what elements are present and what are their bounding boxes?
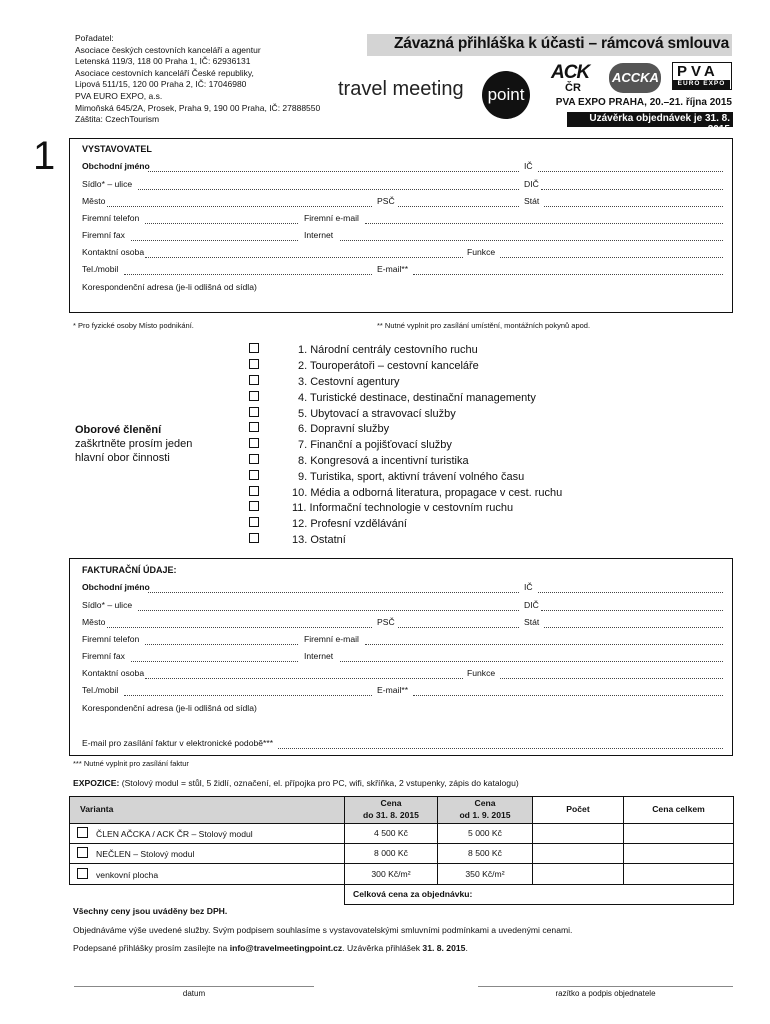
date-signature-line[interactable] [74,986,314,987]
billing-state-field[interactable] [544,627,723,628]
exhibitor-heading: VYSTAVOVATEL [82,144,152,154]
billing-ic-field[interactable] [538,592,723,593]
order-total-label: Celková cena za objednávku: [353,889,473,899]
billing-city-label: Město [82,617,106,627]
total-cell[interactable] [623,843,734,864]
billing-ic-label: IČ [524,582,533,592]
price-after: 5 000 Kč [468,828,502,838]
exhibitor-psc-label: PSČ [377,196,395,206]
classification-item: 6. Dopravní služby [298,423,390,435]
billing-function-field[interactable] [500,678,723,679]
organizer-line: Mimoňská 645/2A, Prosek, Praha 9, 190 00 Praha, IČ: 27888550 [75,102,321,113]
billing-section [69,558,733,756]
classification-checkbox[interactable] [249,359,259,369]
price-after: 8 500 Kč [468,848,502,858]
page-title: Závazná přihláška k účasti – rámcová smlouva [394,35,729,52]
exhibitor-seat-label: Sídlo* – ulice [82,179,133,189]
billing-fax-field[interactable] [131,661,298,662]
billing-dic-label: DIČ [524,600,539,610]
note-email-required: ** Nutné vyplnit pro zasílání umístění, montážních pokynů apod. [377,321,591,330]
billing-phone-field[interactable] [145,644,298,645]
classification-checkbox[interactable] [249,343,259,353]
billing-dic-field[interactable] [541,610,723,611]
date-label: datum [182,989,206,998]
billing-fax-label: Firemní fax [82,651,125,661]
classification-checkbox[interactable] [249,407,259,417]
exhibitor-ic-field[interactable] [538,171,723,172]
billing-mobile-label: Tel./mobil [82,685,119,695]
billing-email-field[interactable] [365,644,723,645]
total-cell[interactable] [623,823,734,844]
vat-note: Všechny ceny jsou uváděny bez DPH. [73,906,228,916]
billing-heading: FAKTURAČNÍ ÚDAJE: [82,565,177,575]
classification-checkbox[interactable] [249,454,259,464]
event-info: PVA EXPO PRAHA, 20.–21. října 2015 [555,97,732,108]
organizer-line: Asociace cestovních kanceláří České republiky, [75,67,254,78]
billing-state-label: Stát [524,617,540,627]
price-after: 350 Kč/m² [465,869,505,879]
travel-meeting-point-logo [338,78,464,101]
exhibitor-state-label: Stát [524,196,540,206]
accka-logo: ACCKA [609,63,661,93]
deadline-text: Uzávěrka objednávek je 31. 8. 2015 [589,113,730,135]
exhibitor-email2-field[interactable] [413,274,723,275]
classification-item: 11. Informační technologie v cestovním ruchu [292,502,514,514]
billing-email2-label: E-mail** [377,685,409,695]
classification-item: 7. Finanční a pojišťovací služby [298,439,452,451]
organizer-line: Asociace českých cestovních kanceláří a agentur [75,44,261,55]
classification-item: 9. Turistika, sport, aktivní trávení volného času [298,471,525,483]
section-number: 1 [33,134,56,178]
classification-checkbox[interactable] [249,438,259,448]
price-before: 300 Kč/m² [371,869,411,879]
logo-text: travel meeting [338,78,464,100]
classification-item: 4. Turistické destinace, destinační managementy [298,392,536,404]
billing-internet-label: Internet [304,651,334,661]
exposition-description: EXPOZICE: (Stolový modul = stůl, 5 židlí, označení, el. přípojka pro PC, wifi, skříňka, 2 vstupenky, zápis do katalogu) [73,778,519,788]
billing-contact-field[interactable] [145,678,463,679]
exhibitor-city-field[interactable] [107,206,372,207]
variant-label: ČLEN AČCKA / ACK ČR – Stolový modul [96,829,253,839]
variant-label: venkovní plocha [96,870,159,880]
classification-item: 5. Ubytovací a stravovací služby [298,408,456,420]
classification-subtitle: zaškrtněte prosím jeden [75,438,193,450]
organizer-line: Letenská 119/3, 118 00 Praha 1, IČ: 62936131 [75,56,251,67]
classification-checkbox[interactable] [249,391,259,401]
agreement-text: Objednáváme výše uvedené služby. Svým podpisem souhlasíme s vystavovatelskými smluvními podmínkami a uvedenými cenami. [73,925,573,935]
exhibitor-name-field[interactable] [148,171,519,172]
organizer-line: Záštita: CzechTourism [75,114,160,125]
exhibitor-function-label: Funkce [467,247,496,257]
classification-item: 3. Cestovní agentury [298,376,400,388]
billing-name-label: Obchodní jméno [82,582,150,592]
variant-label: NEČLEN – Stolový modul [96,849,195,859]
classification-item: 2. Touroperátoři – cestovní kanceláře [298,360,479,372]
classification-title: Oborové členění [75,424,162,436]
exhibitor-fax-field[interactable] [131,240,298,241]
billing-contact-label: Kontaktní osoba [82,668,145,678]
logo-point-text: point [487,85,525,104]
variant-checkbox[interactable] [77,847,88,858]
classification-checkbox[interactable] [249,470,259,480]
billing-seat-label: Sídlo* – ulice [82,600,133,610]
billing-function-label: Funkce [467,668,496,678]
classification-subtitle: hlavní obor činnosti [75,452,170,464]
billing-einvoice-label: E-mail pro zasílání faktur v elektronické podobě*** [82,738,274,748]
classification-item: 10. Média a odborná literatura, propagace v cest. ruchu [292,487,563,499]
submission-text: Podepsané přihlášky prosím zasílejte na info@travelmeetingpoint.cz. Uzávěrka přihlášek 31. 8. 2015. [73,943,468,953]
exhibitor-email-label: Firemní e-mail [304,213,359,223]
exhibitor-internet-label: Internet [304,230,334,240]
total-cell[interactable] [623,863,734,885]
billing-phone-label: Firemní telefon [82,634,140,644]
exhibitor-name-label: Obchodní jméno [82,161,150,171]
exhibitor-fax-label: Firemní fax [82,230,125,240]
count-cell[interactable] [532,863,624,885]
exhibitor-phone-field[interactable] [145,223,298,224]
exhibitor-contact-label: Kontaktní osoba [82,247,145,257]
count-cell[interactable] [532,843,624,864]
exhibitor-mobile-label: Tel./mobil [82,264,119,274]
exhibitor-city-label: Město [82,196,106,206]
organizer-info [75,33,320,126]
classification-item: 8. Kongresová a incentivní turistika [298,455,469,467]
billing-name-field[interactable] [148,592,519,593]
exhibitor-dic-label: DIČ [524,179,539,189]
exhibitor-mobile-field[interactable] [124,274,372,275]
billing-email2-field[interactable] [413,695,723,696]
classification-checkbox[interactable] [249,517,259,527]
price-before: 8 000 Kč [374,848,408,858]
classification-checkbox[interactable] [249,501,259,511]
exhibitor-seat-field[interactable] [138,189,519,190]
contact-email-link[interactable]: info@travelmeetingpoint.cz [229,943,343,953]
exhibitor-contact-field[interactable] [145,257,463,258]
billing-address-label: Korespondenční adresa (je-li odlišná od sídla) [82,703,257,713]
billing-psc-label: PSČ [377,617,395,627]
billing-internet-field[interactable] [340,661,723,662]
exhibitor-address-label: Korespondenční adresa (je-li odlišná od sídla) [82,282,257,292]
stamp-label: razítko a podpis objednatele [555,989,656,998]
stamp-signature-line[interactable] [478,986,733,987]
note-physical-persons: * Pro fyzické osoby Místo podnikání. [73,321,194,330]
exhibitor-ic-label: IČ [524,161,533,171]
exhibitor-internet-field[interactable] [340,240,723,241]
classification-item: 13. Ostatní [292,534,346,546]
table-header-variant-text: Varianta [80,804,114,814]
classification-item: 1. Národní centrály cestovního ruchu [298,344,478,356]
organizer-line: PVA EURO EXPO, a.s. [75,90,163,101]
classification-checkbox[interactable] [249,533,259,543]
classification-checkbox[interactable] [249,486,259,496]
billing-mobile-field[interactable] [124,695,372,696]
classification-checkbox[interactable] [249,422,259,432]
billing-psc-field[interactable] [398,627,519,628]
pva-expo-logo: PVA EURO EXPO [672,62,732,90]
price-before: 4 500 Kč [374,828,408,838]
exhibitor-email2-label: E-mail** [377,264,409,274]
exhibitor-psc-field[interactable] [398,206,519,207]
billing-city-field[interactable] [107,627,372,628]
billing-seat-field[interactable] [138,610,519,611]
note-invoices: *** Nutné vyplnit pro zasílání faktur [73,759,189,768]
ack-cr-logo: ACK ČR [551,62,590,94]
exhibitor-state-field[interactable] [544,206,723,207]
classification-checkbox[interactable] [249,375,259,385]
exhibitor-email-field[interactable] [365,223,723,224]
exhibitor-phone-label: Firemní telefon [82,213,140,223]
billing-einvoice-field[interactable] [278,748,723,749]
count-cell[interactable] [532,823,624,844]
variant-checkbox[interactable] [77,827,88,838]
classification-item: 12. Profesní vzdělávání [292,518,407,530]
organizer-line: Lipová 511/15, 120 00 Praha 2, IČ: 17046980 [75,79,247,90]
exhibitor-dic-field[interactable] [541,189,723,190]
variant-checkbox[interactable] [77,868,88,879]
exhibitor-function-field[interactable] [500,257,723,258]
billing-email-label: Firemní e-mail [304,634,359,644]
organizer-line: Pořadatel: [75,33,114,43]
